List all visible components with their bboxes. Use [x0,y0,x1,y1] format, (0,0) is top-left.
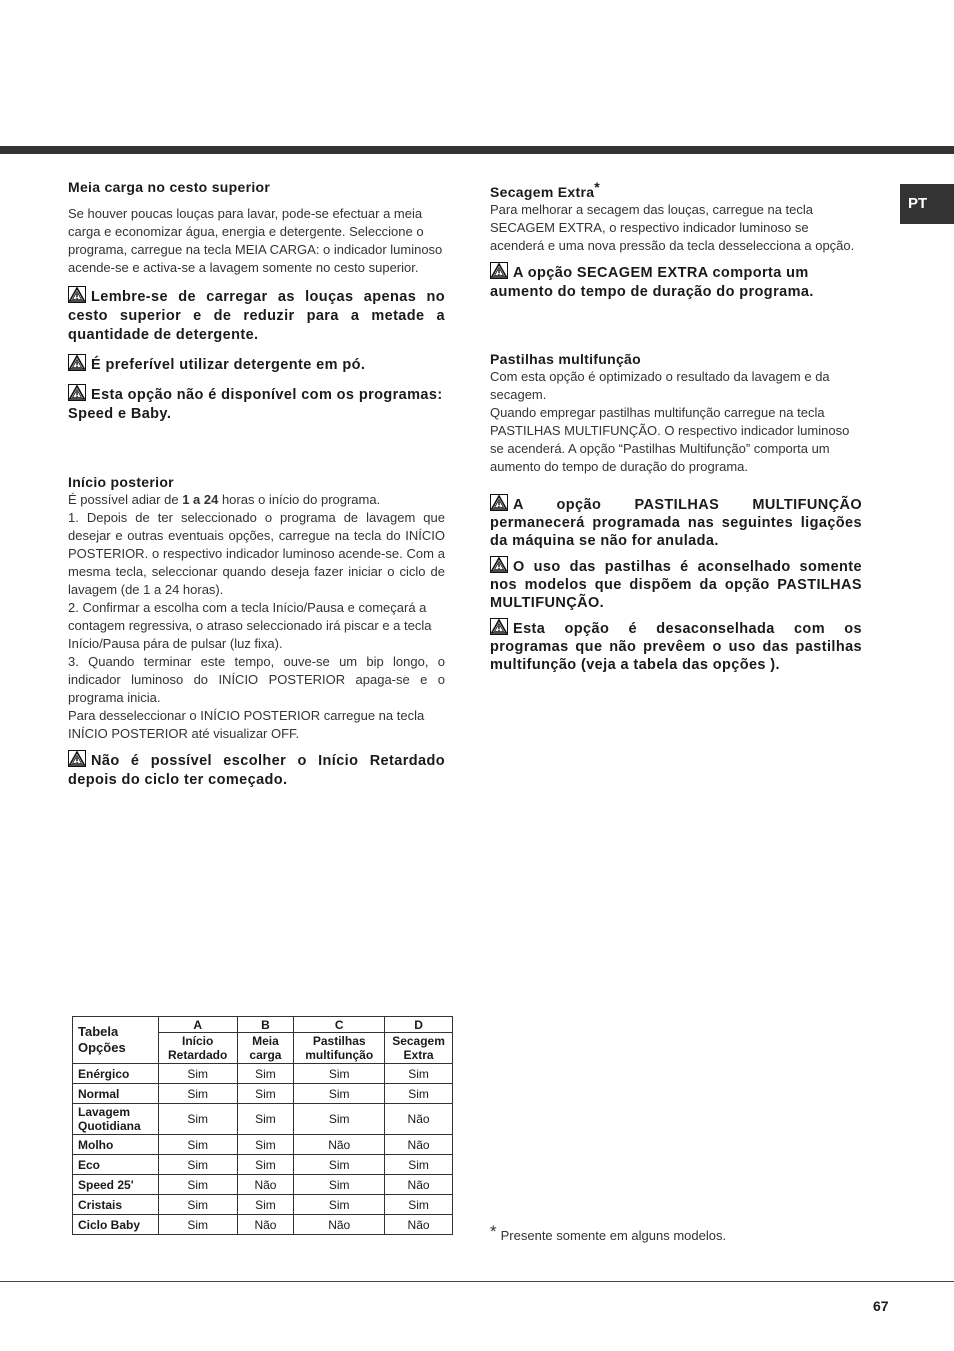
warning-text: Esta opção não é disponível com os programas: Speed e Baby. [68,387,443,422]
option-cell: Sim [237,1155,294,1175]
option-cell: Não [385,1135,453,1155]
option-cell: Sim [158,1064,237,1084]
warning-half-load [68,286,445,345]
option-cell: Sim [294,1195,385,1215]
table-row [73,1155,453,1175]
warning-text: É preferível utilizar detergente em pó. [91,357,366,373]
table-row [73,1215,453,1235]
inicio-intro-post: horas o início do programa. [218,492,381,507]
program-name-line: Normal [78,1086,120,1101]
right-column [490,178,862,674]
program-name-line: Enérgico [78,1066,130,1081]
program-name-line: Lavagem [78,1105,131,1119]
column-header [158,1033,237,1064]
option-cell: Não [385,1175,453,1195]
warning-pastilhas-programs [490,618,862,674]
program-name [73,1195,159,1215]
column-header-line: multifunção [305,1048,374,1062]
table-row [73,1084,453,1104]
program-name [73,1084,159,1104]
warning-triangle-icon [490,618,508,635]
program-name [73,1135,159,1155]
column-letter: D [385,1017,453,1033]
table-row [73,1064,453,1084]
program-name-line: Cristais [78,1197,123,1212]
option-cell: Sim [385,1195,453,1215]
warning-not-available [68,384,445,424]
table-row [73,1104,453,1135]
inicio-step-3: 3. Quando terminar este tempo, ouve-se um bip longo, o indicador luminoso do INÍCIO POSTERIOR apaga-se e o programa inicia. [68,654,445,705]
option-cell: Sim [385,1064,453,1084]
footnote-marker: * [490,1222,497,1241]
warning-cannot-delay [68,750,445,790]
option-cell: Não [237,1215,294,1235]
inicio-intro-bold: 1 a 24 [182,492,219,507]
option-cell: Sim [385,1084,453,1104]
program-name-line: Speed 25' [78,1177,134,1192]
warning-pastilhas-persist [490,494,862,550]
program-name-line: Molho [78,1137,114,1152]
warning-triangle-icon [68,354,86,371]
options-table [72,1016,453,1235]
option-cell: Sim [294,1175,385,1195]
column-header-line: Extra [403,1048,434,1062]
column-header-line: Secagem [392,1034,445,1048]
inicio-deselect: Para desseleccionar o INÍCIO POSTERIOR carregue na tecla INÍCIO POSTERIOR até visualizar OFF. [68,708,425,741]
option-cell: Não [385,1104,453,1135]
column-header-line: Início [182,1034,214,1048]
warning-text: O uso das pastilhas é aconselhado somente nos modelos que dispõem da opção PASTILHAS MULTIFUNÇÃO. [490,559,862,611]
column-header [385,1033,453,1064]
header-bar [0,146,954,154]
page-number: 67 [873,1298,889,1314]
program-name [73,1215,159,1235]
secagem-title-text: Secagem Extra [490,184,595,200]
warning-text: Não é possível escolher o Início Retardado depois do ciclo ter começado. [68,753,445,788]
column-header-line: carga [249,1048,282,1062]
option-cell: Sim [237,1084,294,1104]
table-body [73,1064,453,1235]
warning-triangle-icon [490,494,508,511]
warning-secagem-duration [490,262,862,302]
section-title-inicio-posterior: Início posterior [68,474,174,490]
option-cell: Sim [237,1135,294,1155]
warning-text: A opção SECAGEM EXTRA comporta um aumento do tempo de duração do programa. [490,265,814,300]
warning-pastilhas-models [490,556,862,612]
warning-triangle-icon [68,750,86,767]
column-header [294,1033,385,1064]
footnote-marker: * [594,179,601,195]
column-letter: B [237,1017,294,1033]
table-row [73,1195,453,1215]
option-cell: Sim [158,1195,237,1215]
option-cell: Sim [158,1104,237,1135]
program-name-line: Eco [78,1157,101,1172]
section-title-meia-carga: Meia carga no cesto superior [68,179,271,195]
left-column [68,178,445,790]
table-row [73,1135,453,1155]
warning-text: Esta opção é desaconselhada com os programas que não prevêem o uso das pastilhas multifunção (veja a tabela das opções ). [490,621,862,673]
footnote [490,1222,726,1243]
option-cell: Sim [158,1084,237,1104]
option-cell: Sim [294,1155,385,1175]
inicio-intro-pre: É possível adiar de [68,492,183,507]
section-title-secagem-extra [490,178,862,201]
warning-triangle-icon [68,384,86,401]
column-header-line: Pastilhas [312,1034,366,1048]
option-cell: Sim [385,1155,453,1175]
footer-divider [0,1281,954,1282]
inicio-step-1: 1. Depois de ter seleccionado o programa de lavagem que desejar e outras eventuais opções, carregue na tecla do INÍCIO POSTERIOR. o respectivo indicador luminoso acende-se. Com a mesma tecla, seleccionar quando deseja fazer iniciar o ciclo de lavagem (de 1 a 24 horas). [68,510,445,597]
column-letter: A [158,1017,237,1033]
warning-text: A opção PASTILHAS MULTIFUNÇÃO permanecerá programada nas seguintes ligações da máquina se não for anulada. [490,497,862,549]
inicio-intro [68,491,445,509]
table-title-line-2: Opções [78,1040,126,1055]
program-name [73,1175,159,1195]
column-header [237,1033,294,1064]
option-cell: Sim [294,1064,385,1084]
option-cell: Não [294,1215,385,1235]
column-header-line: Retardado [168,1048,228,1062]
program-name [73,1064,159,1084]
option-cell: Sim [158,1155,237,1175]
language-tab: PT [900,184,954,224]
option-cell: Sim [158,1175,237,1195]
program-name [73,1104,159,1135]
warning-triangle-icon [68,286,86,303]
meia-carga-text: Se houver poucas louças para lavar, pode-se efectuar a meia carga e economizar água, energia e detergente. Seleccione o programa, carregue na tecla MEIA CARGA: o indicador luminoso acende-se e activa-se a lavagem somente no cesto superior. [68,206,443,275]
table-row [73,1175,453,1195]
option-cell: Não [294,1135,385,1155]
option-cell: Sim [158,1135,237,1155]
section-title-pastilhas: Pastilhas multifunção [490,351,641,367]
option-cell: Sim [237,1064,294,1084]
program-name-line: Quotidiana [78,1119,141,1133]
warning-powder [68,354,445,375]
table-title [73,1017,159,1064]
option-cell: Não [385,1215,453,1235]
secagem-text: Para melhorar a secagem das louças, carregue na tecla SECAGEM EXTRA, o respectivo indicador luminoso se acenderá e uma nova pressão da tecla desselecciona a opção. [490,202,855,253]
column-header-line: Meia [252,1034,279,1048]
warning-text: Lembre-se de carregar as louças apenas no cesto superior e de reduzir para a metade a quantidade de detergente. [68,289,445,343]
table-title-line-1: Tabela [78,1024,119,1039]
option-cell: Sim [237,1195,294,1215]
pastilhas-text-1: Com esta opção é optimizado o resultado da lavagem e da secagem. [490,369,830,402]
column-letter: C [294,1017,385,1033]
option-cell: Não [237,1175,294,1195]
option-cell: Sim [294,1084,385,1104]
footnote-text: Presente somente em alguns modelos. [500,1228,727,1243]
warning-triangle-icon [490,262,508,279]
option-cell: Sim [237,1104,294,1135]
option-cell: Sim [294,1104,385,1135]
inicio-step-2: 2. Confirmar a escolha com a tecla Início/Pausa e começará a contagem regressiva, o atraso seleccionado irá piscar e a tecla Início/Pausa pára de pulsar (luz fixa). [68,600,432,651]
program-name-line: Ciclo Baby [78,1217,141,1232]
warning-triangle-icon [490,556,508,573]
option-cell: Sim [158,1215,237,1235]
pastilhas-text-2: Quando empregar pastilhas multifunção carregue na tecla PASTILHAS MULTIFUNÇÃO. O respectivo indicador luminoso se acenderá. A opção “Pastilhas Multifunção” comporta um aumento do tempo de duração do programa. [490,405,850,474]
program-name [73,1155,159,1175]
